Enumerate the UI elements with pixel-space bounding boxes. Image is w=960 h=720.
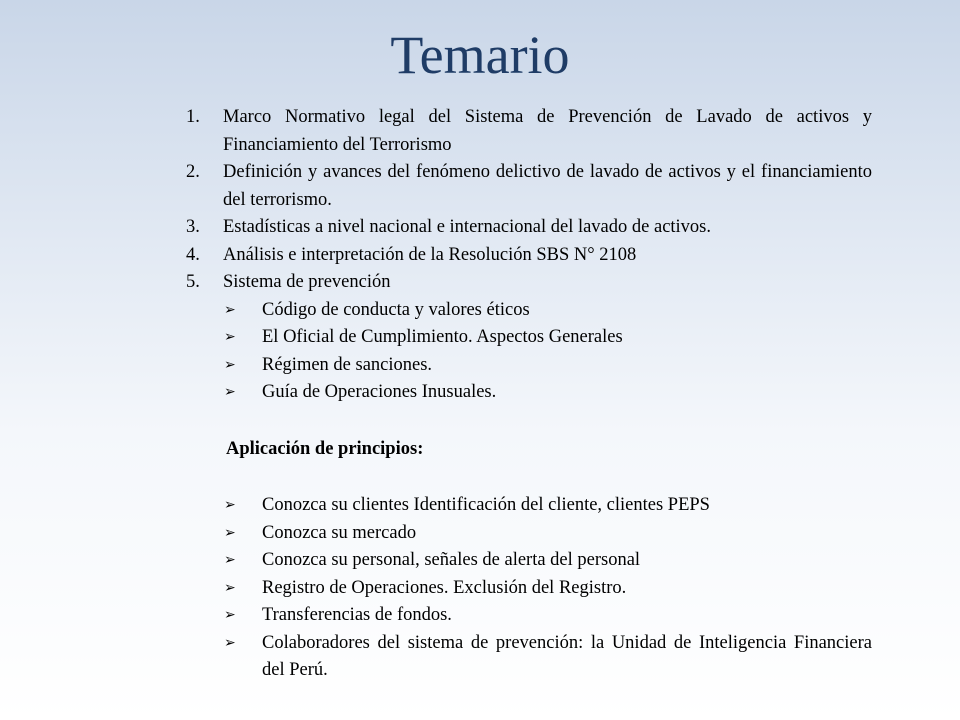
agenda-item	[186, 159, 872, 214]
arrow-bullet-icon: ➢	[224, 385, 236, 400]
prevention-item	[186, 324, 872, 352]
arrow-bullet-icon: ➢	[224, 525, 236, 541]
prevention-item-text: Código de conducta y valores éticos	[262, 299, 530, 320]
principle-item-text: Conozca su mercado	[262, 522, 417, 543]
prevention-item	[186, 297, 872, 325]
prevention-item-text: El Oficial de Cumplimiento. Aspectos Generales	[262, 327, 623, 347]
prevention-item	[186, 352, 872, 380]
principle-item	[186, 575, 872, 603]
principle-item-text: Colaboradores del sistema de prevención: la Unidad de Inteligencia Financiera del Perú.	[262, 632, 872, 680]
principle-item	[186, 547, 872, 575]
prevention-item	[186, 379, 872, 407]
item-number: 5.	[186, 272, 200, 292]
principle-item-text: Transferencias de fondos.	[262, 605, 452, 625]
arrow-bullet-icon: ➢	[224, 498, 236, 513]
item-text: Marco Normativo legal del Sistema de Prevención de Lavado de activos y Financiamiento del Terrorismo	[223, 107, 872, 155]
arrow-bullet-icon: ➢	[224, 330, 236, 345]
agenda-item	[186, 214, 872, 242]
principle-item-text: Conozca su clientes Identificación del cliente, clientes PEPS	[262, 495, 710, 515]
agenda-item	[186, 104, 872, 159]
item-text: Definición y avances del fenómeno delictivo de lavado de activos y el financiamiento del terrorismo.	[223, 162, 872, 210]
principle-item	[186, 602, 872, 630]
principles-heading: Aplicación de principios:	[226, 438, 424, 459]
item-text: Análisis e interpretación de la Resolución SBS N° 2108	[223, 244, 637, 265]
agenda-item	[186, 269, 872, 297]
item-text: Sistema de prevención	[223, 272, 391, 292]
arrow-bullet-icon: ➢	[224, 580, 236, 596]
agenda-item	[186, 242, 872, 270]
item-number: 3.	[186, 217, 200, 237]
arrow-bullet-icon: ➢	[224, 635, 236, 651]
prevention-item-text: Régimen de sanciones.	[262, 354, 433, 375]
principle-item	[186, 520, 872, 548]
arrow-bullet-icon: ➢	[224, 302, 236, 318]
item-text: Estadísticas a nivel nacional e internacional del lavado de activos.	[223, 217, 712, 237]
item-number: 4.	[186, 244, 200, 265]
principle-item	[186, 492, 872, 520]
arrow-bullet-icon: ➢	[224, 608, 236, 623]
arrow-bullet-icon: ➢	[224, 357, 236, 373]
arrow-bullet-icon: ➢	[224, 553, 236, 568]
principle-item-text: Registro de Operaciones. Exclusión del Registro.	[262, 577, 627, 598]
prevention-item-text: Guía de Operaciones Inusuales.	[262, 382, 497, 402]
principle-item	[186, 630, 872, 685]
item-number: 1.	[186, 107, 200, 127]
agenda-content	[186, 104, 872, 685]
principle-item-text: Conozca su personal, señales de alerta del personal	[262, 550, 641, 570]
item-number: 2.	[186, 162, 200, 182]
page-title: Temario	[390, 25, 570, 85]
